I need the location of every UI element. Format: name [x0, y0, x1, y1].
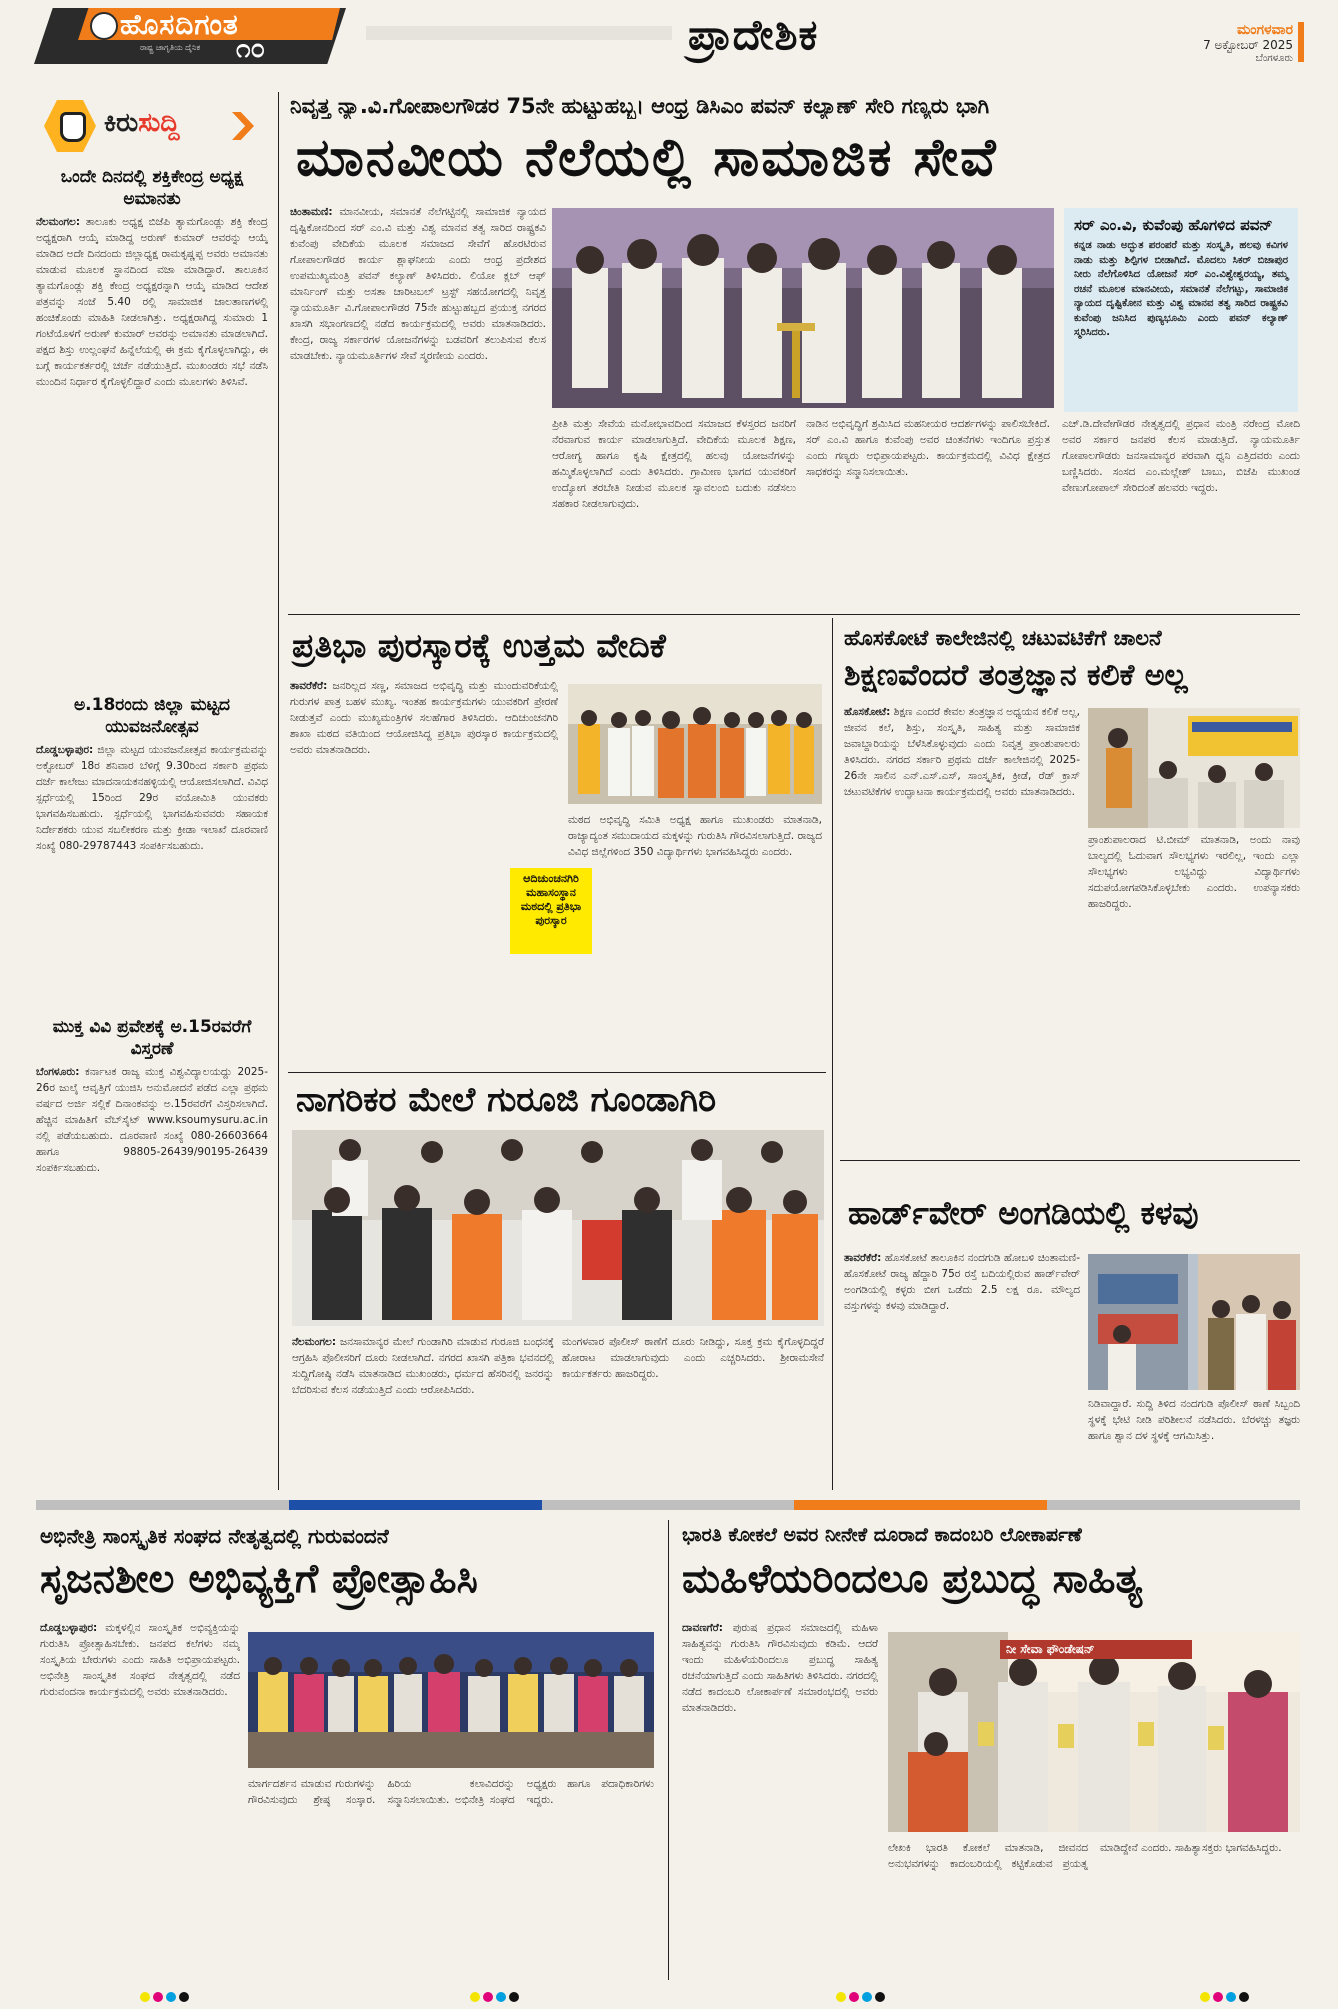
lead-box-body: ಕನ್ನಡ ನಾಡು ಅದ್ಭುತ ಪರಂಪರೆ ಮತ್ತು ಸಂಸ್ಕೃತಿ, ಹಲವು ಕವಿಗಳ ನಾಡು ಮತ್ತು ಶಿಲ್ಪಿಗಳ ಬೀಡಾಗಿದೆ. ಮೊದಲು ಸಿಕರ್ ಬಿಜಾಪುರ ನೀರು ನೆಲೆಗೊಳಿಸಿದ ಯೋಜನೆ ಸರ್ ಎಂ.ವಿಶ್ವೇಶ್ವರಯ್ಯ, ತಮ್ಮ ರಚನೆ ಮೂಲಕ ಮಾನವೀಯ, ಸಮಾನತೆ ನೆಲೆಗಟ್ಟು, ಸಾಮಾಜಿಕ ನ್ಯಾಯದ ದೃಷ್ಟಿಕೋನ ಮತ್ತು ವಿಶ್ವ ಮಾನವ ತತ್ವ ಸಾರಿದ ರಾಷ್ಟ್ರಕವಿ ಕುವೆಂಪು ಜನಿಸಿದ ಪುಣ್ಯಭೂಮಿ ಎಂದು ಪವನ್ ಕಲ್ಯಾಣ್ ಸ್ಮರಿಸಿದರು.	[1074, 240, 1288, 338]
story4-body-text: ಜನಸಾಮಾನ್ಯರ ಮೇಲೆ ಗುಂಡಾಗಿರಿ ಮಾಡುವ ಗುರೂಜಿ ಬಂಧನಕ್ಕೆ ಆಗ್ರಹಿಸಿ ಪೊಲೀಸರಿಗೆ ದೂರು ನೀಡಲಾಗಿದೆ. ನಗರದ ಖಾಸಗಿ ಪತ್ರಿಕಾ ಭವನದಲ್ಲಿ ಸುದ್ದಿಗೋಷ್ಠಿ ನಡೆಸಿ ಮಾತನಾಡಿದ ಮುಖಂಡರು, ಧರ್ಮದ ಹೆಸರಿನಲ್ಲಿ ಜನರನ್ನು ಬೆದರಿಸುವ ಕೆಲಸ ನಡೆಯುತ್ತಿದೆ ಎಂದು ಆರೋಪಿಸಿದರು.	[292, 1336, 554, 1396]
lead-bottom-rule	[288, 614, 1300, 615]
kirusuddi-badge	[36, 96, 256, 154]
section-underline-icon	[366, 26, 672, 40]
story3-dateline: ಹೊಸಕೋಟೆ:	[844, 706, 891, 718]
bottom-column-rule	[668, 1520, 669, 1980]
hand-finger-icon	[60, 112, 86, 142]
band-segment-3	[542, 1500, 795, 1510]
story6-body-text: ಮಕ್ಕಳಲ್ಲಿನ ಸಾಂಸ್ಕೃತಿಕ ಅಭಿವ್ಯಕ್ತಿಯನ್ನು ಗುರುತಿಸಿ ಪ್ರೋತ್ಸಾಹಿಸಬೇಕು. ಜನಪದ ಕಲೆಗಳು ನಮ್ಮ ಸಂಸ್ಕೃತಿಯ ಬೇರುಗಳು ಎಂದು ಸಾಹಿತಿ ಅಭಿಪ್ರಾಯಪಟ್ಟರು. ಅಭಿನೇತ್ರಿ ಸಾಂಸ್ಕೃತಿಕ ಸಂಘದ ನೇತೃತ್ವದಲ್ಲಿ ನಡೆದ ಗುರುವಂದನಾ ಕಾರ್ಯಕ್ರಮದಲ್ಲಿ ಅವರು ಮಾತನಾಡಿದರು.	[40, 1622, 240, 1698]
lead-dateline: ಚಿಂತಾಮಣಿ:	[290, 206, 333, 218]
band-segment-4	[794, 1500, 1047, 1510]
kirusuddi-label-b: ಸುದ್ದಿ	[138, 108, 180, 138]
story5-body-text: ಹೊಸಕೋಟೆ ತಾಲೂಕಿನ ನಂದಗುಡಿ ಹೋಬಳಿ ಚಿಂತಾಮಣಿ-ಹೊಸಕೋಟೆ ರಾಜ್ಯ ಹೆದ್ದಾರಿ 75ರ ರಸ್ತೆ ಬದಿಯಲ್ಲಿರುವ ಹಾರ್ಡ್‌ವೇರ್ ಅಂಗಡಿಯಲ್ಲಿ ಕಳ್ಳರು ಬೀಗ ಒಡೆದು 2.5 ಲಕ್ಷ ರೂ. ಮೌಲ್ಯದ ವಸ್ತುಗಳನ್ನು ಕಳವು ಮಾಡಿದ್ದಾರೆ.	[844, 1252, 1080, 1312]
story5-dateline: ತಾವರೆಕೆರೆ:	[844, 1252, 882, 1264]
story7-body-2: ಲೇಖಕಿ ಭಾರತಿ ಕೋಕಲೆ ಮಾತನಾಡಿ, ಜೀವನದ ಅನುಭವಗಳನ್ನು ಕಾದಂಬರಿಯಲ್ಲಿ ಕಟ್ಟಿಕೊಡುವ ಪ್ರಯತ್ನ ಮಾಡಿದ್ದೇನೆ ಎಂದರು. ಸಾಹಿತ್ಯಾಸಕ್ತರು ಭಾಗವಹಿಸಿದ್ದರು.	[888, 1842, 1282, 1870]
date-accent-bar	[1298, 22, 1304, 62]
story4-body-2: ಮಂಗಳವಾರ ಪೊಲೀಸ್ ಠಾಣೆಗೆ ದೂರು ನೀಡಿದ್ದು, ಸೂಕ್ತ ಕ್ರಮ ಕೈಗೊಳ್ಳದಿದ್ದರೆ ಹೋರಾಟ ಮಾಡಲಾಗುವುದು ಎಂದು ಎಚ್ಚರಿಸಿದರು. ಶ್ರೀರಾಮಸೇನೆ ಕಾರ್ಯಕರ್ತರು ಹಾಜರಿದ್ದರು.	[562, 1336, 824, 1380]
story6-body	[40, 1620, 240, 1976]
issue-day: ಮಂಗಳವಾರ	[1236, 22, 1293, 38]
kirusuddi-headline: ಅ.18ರಂದು ಜಿಲ್ಲಾ ಮಟ್ಟದ ಯುವಜನೋತ್ಸವ	[73, 695, 230, 737]
kirusuddi-label	[104, 108, 179, 139]
lead-col-3: ನಾಡಿನ ಅಭಿವೃದ್ಧಿಗೆ ಶ್ರಮಿಸಿದ ಮಹನೀಯರ ಆದರ್ಶಗಳನ್ನು ಪಾಲಿಸಬೇಕಿದೆ. ಸರ್ ಎಂ.ವಿ ಹಾಗೂ ಕುವೆಂಪು ಅವರ ಚಿಂತನೆಗಳು ಇಂದಿಗೂ ಪ್ರಸ್ತುತ ಎಂದು ಗಣ್ಯರು ಅಭಿಪ್ರಾಯಪಟ್ಟರು. ಕಾರ್ಯಕ್ರಮದಲ್ಲಿ ವಿವಿಧ ಕ್ಷೇತ್ರದ ಸಾಧಕರನ್ನು ಸನ್ಮಾನಿಸಲಾಯಿತು.	[806, 418, 1050, 478]
print-registration-dots-3	[836, 1992, 896, 2004]
kirusuddi-headline: ಮುಕ್ತ ವಿವಿ ಪ್ರವೇಶಕ್ಕೆ ಅ.15ರವರೆಗೆ ವಿಸ್ತರಣೆ	[52, 1017, 252, 1059]
story4-headline: ನಾಗರಿಕರ ಮೇಲೆ ಗುರೂಜಿ ಗೂಂಡಾಗಿರಿ	[296, 1080, 717, 1120]
kirusuddi-body-text: ಕರ್ನಾಟಕ ರಾಜ್ಯ ಮುಕ್ತ ವಿಶ್ವವಿದ್ಯಾಲಯದ್ದು 2025-26ರ ಜುಲೈ ಆವೃತ್ತಿಗೆ ಯುಜಿಸಿ ಅನುಮೋದನೆ ಪಡೆದ ಎಲ್ಲಾ ಪ್ರಥಮ ವರ್ಷದ ಅರ್ಜಿ ಸಲ್ಲಿಕೆ ದಿನಾಂಕವನ್ನು ಅ.15ರವರೆಗೆ ವಿಸ್ತರಿಸಲಾಗಿದೆ. ಹೆಚ್ಚಿನ ಮಾಹಿತಿಗೆ ವೆಬ್‌ಸೈಟ್ www.ksoumysuru.ac.in ನಲ್ಲಿ ಪಡೆಯಬಹುದು. ದೂರವಾಣಿ ಸಂಖ್ಯೆ 080-26603664 ಹಾಗೂ 98805-26439/90195-26439 ಸಂಪರ್ಕಿಸಬಹುದು.	[36, 1066, 268, 1174]
kirusuddi-body-text: ಜಿಲ್ಲಾ ಮಟ್ಟದ ಯುವಜನೋತ್ಸವ ಕಾರ್ಯಕ್ರಮವನ್ನು ಅಕ್ಟೋಬರ್ 18ರ ಶನಿವಾರ ಬೆಳಿಗ್ಗೆ 9.30ರಿಂದ ಸರ್ಕಾರಿ ಪ್ರಥಮ ದರ್ಜೆ ಕಾಲೇಜು ಮಾದನಾಯಕನಹಳ್ಳಿಯಲ್ಲಿ ಆಯೋಜಿಸಲಾಗಿದೆ. ವಿವಿಧ ಸ್ಪರ್ಧೆಯಲ್ಲಿ 15ರಿಂದ 29ರ ವಯೋಮಿತಿ ಯುವಕರು ಭಾಗವಹಿಸಬಹುದು. ಸ್ಪರ್ಧೆಯಲ್ಲಿ ಭಾಗವಹಿಸುವವರು ಸಹಾಯಕ ನಿರ್ದೇಶಕರು ಯುವ ಸಬಲೀಕರಣ ಮತ್ತು ಕ್ರೀಡಾ ಇಲಾಖೆ ದೂರವಾಣಿ ಸಂಖ್ಯೆ 080-29787443 ಸಂಪರ್ಕಿಸಬಹುದು.	[36, 744, 268, 852]
kirusuddi-body	[36, 742, 268, 1002]
story7-dateline: ದಾವಣಗೆರೆ:	[682, 1622, 723, 1634]
story4-photo	[292, 1130, 824, 1326]
story5-headline: ಹಾರ್ಡ್‌ವೇರ್ ಅಂಗಡಿಯಲ್ಲಿ ಕಳವು	[848, 1194, 1199, 1232]
lead-col-1	[290, 204, 546, 604]
kirusuddi-label-a: ಕಿರು	[104, 108, 139, 138]
logo-tagline: ರಾಷ್ಟ್ರ ಜಾಗೃತಿಯ ದೈನಿಕ	[140, 43, 201, 52]
kirusuddi-dateline: ಬೆಂಗಳೂರು:	[36, 1066, 80, 1078]
story2-body-2: ಮಠದ ಅಭಿವೃದ್ಧಿ ಸಮಿತಿ ಅಧ್ಯಕ್ಷ ಹಾಗೂ ಮುಖಂಡರು ಮಾತನಾಡಿ, ರಾಜ್ಯಾದ್ಯಂತ ಸಮುದಾಯದ ಮಕ್ಕಳನ್ನು ಗುರುತಿಸಿ ಗೌರವಿಸಲಾಗುತ್ತಿದೆ. ರಾಜ್ಯದ ವಿವಿಧ ಜಿಲ್ಲೆಗಳಿಂದ 350 ವಿದ್ಯಾರ್ಥಿಗಳು ಭಾಗವಹಿಸಿದ್ದರು ಎಂದರು.	[568, 814, 822, 858]
story2-box: ಆದಿಚುಂಚನಗಿರಿ ಮಹಾಸಂಸ್ಥಾನ ಮಠದಲ್ಲಿ ಪ್ರತಿಭಾ ಪುರಸ್ಕಾರ	[510, 868, 592, 954]
story3-photo	[1088, 708, 1300, 828]
issue-date: 7 ಅಕ್ಟೋಬರ್ 2025	[1203, 38, 1293, 52]
kirusuddi-item-1	[36, 166, 268, 722]
story6-photo	[248, 1632, 654, 1768]
story6-headline: ಸೃಜನಶೀಲ ಅಭಿವ್ಯಕ್ತಿಗೆ ಪ್ರೋತ್ಸಾಹಿಸಿ	[40, 1556, 478, 1602]
story3-body-2: ಪ್ರಾಂಶುಪಾಲರಾದ ಟಿ.ಬೀಮ್ ಮಾತನಾಡಿ, ಅಂದು ನಾವು ಬಾಲ್ಯದಲ್ಲಿ ಓದುವಾಗ ಸೌಲಭ್ಯಗಳು ಇರಲಿಲ್ಲ, ಇಂದು ಎಲ್ಲಾ ಸೌಲಭ್ಯಗಳು ಲಭ್ಯವಿದ್ದು ವಿದ್ಯಾರ್ಥಿಗಳು ಸದುಪಯೋಗಪಡಿಸಿಕೊಳ್ಳಬೇಕು ಎಂದರು. ಉಪನ್ಯಾಸಕರು ಹಾಜರಿದ್ದರು.	[1088, 834, 1300, 910]
band-segment-2	[289, 1500, 542, 1510]
kirusuddi-item-3	[36, 1016, 268, 1484]
print-registration-dots-2	[470, 1992, 530, 2004]
kirusuddi-dateline: ದೊಡ್ಡಬಳ್ಳಾಪುರ:	[36, 744, 94, 756]
issue-city: ಬೆಂಗಳೂರು	[1255, 53, 1293, 64]
logo-emblem-icon	[90, 12, 118, 40]
kirusuddi-headline: ಒಂದೇ ದಿನದಲ್ಲಿ ಶಕ್ತಿಕೇಂದ್ರ ಅಧ್ಯಕ್ಷ ಅಮಾನತು	[60, 167, 244, 209]
date-block	[1143, 22, 1293, 64]
story2-dateline: ತಾವರೆಕೆರೆ:	[290, 680, 328, 692]
print-registration-dots-1	[140, 1992, 200, 2004]
story6-dateline: ದೊಡ್ಡಬಳ್ಳಾಪುರ:	[40, 1622, 98, 1634]
story7-banner-text: ನೀ ಸೇವಾ ಫೌಂಡೇಷನ್	[1000, 1640, 1192, 1659]
story5-photo	[1088, 1254, 1300, 1390]
kirusuddi-dateline: ನೆಲಮಂಗಲ:	[36, 216, 81, 228]
story2-body-text: ಜನರಿಲ್ಲದ ಸಣ್ಣ, ಸಮಾಜದ ಅಭಿವೃದ್ಧಿ ಮತ್ತು ಮುಂದುವರಿಕೆಯಲ್ಲಿ ಗುರುಗಳ ಪಾತ್ರ ಬಹಳ ಮುಖ್ಯ. ಇಂತಹ ಕಾರ್ಯಕ್ರಮಗಳು ಯುವಕರಿಗೆ ಪ್ರೇರಣೆ ನೀಡುತ್ತವೆ ಎಂದು ಮುಖ್ಯಮಂತ್ರಿಗಳ ಸಲಹೆಗಾರ ತಿಳಿಸಿದರು. ಆದಿಚುಂಚನಗಿರಿ ಶಾಖಾ ಮಠದ ವತಿಯಿಂದ ಆಯೋಜಿಸಿದ್ದ ಪ್ರತಿಭಾ ಪುರಸ್ಕಾರ ಕಾರ್ಯಕ್ರಮದಲ್ಲಿ ಅವರು ಮಾತನಾಡಿದರು.	[290, 680, 558, 756]
story3-headline-1: ಹೊಸಕೋಟೆ ಕಾಲೇಜಿನಲ್ಲಿ ಚಟುವಟಿಕೆಗೆ ಚಾಲನೆ	[844, 626, 1162, 650]
mid-column-rule	[832, 618, 833, 1490]
section-divider-band	[36, 1500, 1300, 1510]
band-segment-5	[1047, 1500, 1300, 1510]
story5-body	[844, 1250, 1080, 1486]
masthead	[0, 0, 1338, 64]
story6-body-2: ಮಾರ್ಗದರ್ಶನ ಮಾಡುವ ಗುರುಗಳನ್ನು ಗೌರವಿಸುವುದು ಶ್ರೇಷ್ಠ ಸಂಸ್ಕಾರ. ಹಿರಿಯ ಕಲಾವಿದರನ್ನು ಸನ್ಮಾನಿಸಲಾಯಿತು. ಅಭಿನೇತ್ರಿ ಸಂಘದ ಅಧ್ಯಕ್ಷರು ಹಾಗೂ ಪದಾಧಿಕಾರಿಗಳು ಇದ್ದರು.	[248, 1778, 654, 1806]
kirusuddi-body	[36, 214, 268, 722]
story4-top-rule	[288, 1072, 826, 1073]
story7-photo	[888, 1632, 1300, 1832]
logo-title: ಹೊಸದಿಗಂತ	[120, 8, 239, 41]
story7-kicker: ಭಾರತಿ ಕೋಕಲೆ ಅವರ ನೀನೇಕೆ ದೂರಾದೆ ಕಾದಂಬರಿ ಲೋಕಾರ್ಪಣೆ	[682, 1524, 1082, 1546]
page-number: ೧೦	[236, 34, 266, 64]
print-registration-dots-4	[1200, 1992, 1260, 2004]
story4-dateline: ನೆಲಮಂಗಲ:	[292, 1336, 337, 1348]
story3-bottom-rule	[840, 1160, 1300, 1161]
lead-photo	[552, 208, 1054, 408]
lead-col-1-text: ಮಾನವೀಯ, ಸಮಾನತೆ ನೆಲೆಗಟ್ಟಿನಲ್ಲಿ ಸಾಮಾಜಿಕ ನ್ಯಾಯದ ದೃಷ್ಟಿಕೋನದಿಂದ ಸರ್ ಎಂ.ವಿ ಮತ್ತು ವಿಶ್ವ ಮಾನವ ತತ್ವ ಸಾರಿದ ರಾಷ್ಟ್ರಕವಿ ಕುವೆಂಪು ವೇದಿಕೆಯ ಮೂಲಕ ಸಮಾಜದ ಸೇವೆಗೆ ಹೊರಟಿರುವ ಗೋಪಾಲಗೌಡರ ಕಾರ್ಯ ಶ್ಲಾಘನೀಯ ಎಂದು ಆಂಧ್ರ ಪ್ರದೇಶದ ಉಪಮುಖ್ಯಮಂತ್ರಿ ಪವನ್ ಕಲ್ಯಾಣ್ ತಿಳಿಸಿದರು. ಲಿಯೋ ಕ್ಲಬ್ ಆಫ್ ಮಾರ್ನಿಂಗ್ ಮತ್ತು ಅಸತಾ ಚಾರಿಟಬಲ್ ಟ್ರಸ್ಟ್ ಸಹಯೋಗದಲ್ಲಿ ನಿವೃತ್ತ ನ್ಯಾಯಮೂರ್ತಿ ವಿ.ಗೋಪಾಲಗೌಡರ 75ನೇ ಹುಟ್ಟುಹಬ್ಬದ ಪ್ರಯುಕ್ತ ನಗರದ ಖಾಸಗಿ ಸಭಾಂಗಣದಲ್ಲಿ ನಡೆದ ಕಾರ್ಯಕ್ರಮದಲ್ಲಿ ಅವರು ಮಾತನಾಡಿದರು. ಕೇಂದ್ರ, ರಾಜ್ಯ ಸರ್ಕಾರಗಳ ಯೋಜನೆಗಳನ್ನು ಬಡವರಿಗೆ ತಲುಪಿಸುವ ಕೆಲಸ ಮಾಡಬೇಕು. ನ್ಯಾಯಮೂರ್ತಿಗಳ ಸೇವೆ ಸ್ಮರಣೀಯ ಎಂದರು.	[290, 206, 546, 362]
lead-col-4: ಎಚ್.ಡಿ.ದೇವೇಗೌಡರ ನೇತೃತ್ವದಲ್ಲಿ ಪ್ರಧಾನ ಮಂತ್ರಿ ನರೇಂದ್ರ ಮೋದಿ ಅವರ ಸರ್ಕಾರ ಜನಪರ ಕೆಲಸ ಮಾಡುತ್ತಿದೆ. ನ್ಯಾಯಮೂರ್ತಿ ಗೋಪಾಲಗೌಡರು ಜನಸಾಮಾನ್ಯರ ಪರವಾಗಿ ಧ್ವನಿ ಎತ್ತಿದವರು ಎಂದು ಬಣ್ಣಿಸಿದರು. ಸಂಸದ ಎಂ.ಮಲ್ಲೇಶ್ ಬಾಬು, ಬಿಜೆಪಿ ಮುಖಂಡ ವೇಣುಗೋಪಾಲ್ ಸೇರಿದಂತೆ ಹಲವರು ಇದ್ದರು.	[1062, 418, 1300, 494]
story6-kicker: ಅಭಿನೇತ್ರಿ ಸಾಂಸ್ಕೃತಿಕ ಸಂಘದ ನೇತೃತ್ವದಲ್ಲಿ ಗುರುವಂದನೆ	[40, 1524, 389, 1548]
story2-headline: ಪ್ರತಿಭಾ ಪುರಸ್ಕಾರಕ್ಕೆ ಉತ್ತಮ ವೇದಿಕೆ	[292, 626, 666, 665]
story2-photo	[568, 684, 822, 804]
kirusuddi-item-2	[36, 694, 268, 1002]
story5-body-2: ನಿಡಿವಾದ್ದಾರೆ. ಸುದ್ದಿ ತಿಳಿದ ನಂದಗುಡಿ ಪೊಲೀಸ್ ಠಾಣೆ ಸಿಬ್ಬಂದಿ ಸ್ಥಳಕ್ಕೆ ಭೇಟಿ ನೀಡಿ ಪರಿಶೀಲನೆ ನಡೆಸಿದರು. ಬೆರಳಚ್ಚು ತಜ್ಞರು ಹಾಗೂ ಶ್ವಾನ ದಳ ಸ್ಥಳಕ್ಕೆ ಆಗಮಿಸಿತ್ತು.	[1088, 1398, 1300, 1442]
kirusuddi-body	[36, 1064, 268, 1484]
lead-box	[1064, 208, 1298, 412]
lead-col-2: ಪ್ರೀತಿ ಮತ್ತು ಸೇವೆಯ ಮನೋಭಾವದಿಂದ ಸಮಾಜದ ಕೆಳಸ್ತರದ ಜನರಿಗೆ ನೆರವಾಗುವ ಕಾರ್ಯ ಮಾಡಲಾಗುತ್ತಿದೆ. ವೇದಿಕೆಯ ಮೂಲಕ ಶಿಕ್ಷಣ, ಆರೋಗ್ಯ ಹಾಗೂ ಕೃಷಿ ಕ್ಷೇತ್ರದಲ್ಲಿ ಹಲವು ಯೋಜನೆಗಳನ್ನು ಹಮ್ಮಿಕೊಳ್ಳಲಾಗಿದೆ ಎಂದು ತಿಳಿಸಿದರು. ಗ್ರಾಮೀಣ ಭಾಗದ ಯುವಕರಿಗೆ ಉದ್ಯೋಗ ತರಬೇತಿ ನೀಡುವ ಮೂಲಕ ಸ್ವಾವಲಂಬಿ ಬದುಕು ನಡೆಸಲು ಸಹಕಾರ ನೀಡಲಾಗುವುದು.	[552, 418, 796, 510]
story4-body	[292, 1334, 554, 1484]
story3-body	[844, 704, 1080, 1150]
lead-headline: ಮಾನವೀಯ ನೆಲೆಯಲ್ಲಿ ಸಾಮಾಜಿಕ ಸೇವೆ	[296, 128, 998, 188]
story3-headline-2: ಶಿಕ್ಷಣವೆಂದರೆ ತಂತ್ರಜ್ಞಾನ ಕಲಿಕೆ ಅಲ್ಲ	[844, 658, 1188, 693]
kirusuddi-chevrons-icon	[232, 112, 254, 140]
story7-headline: ಮಹಿಳೆಯರಿಂದಲೂ ಪ್ರಬುದ್ಧ ಸಾಹಿತ್ಯ	[682, 1556, 1143, 1602]
kirusuddi-body-text: ತಾಲೂಕು ಅಧ್ಯಕ್ಷ ಬಿಜೆಪಿ ತ್ಯಾಮಗೊಂಡ್ಲು ಶಕ್ತಿ ಕೇಂದ್ರ ಅಧ್ಯಕ್ಷರಾಗಿ ಆಯ್ಕೆ ಮಾಡಿದ್ದ ಅರುಣ್ ಕುಮಾರ್ ಆವರನ್ನು ಆಯ್ಕೆ ಮಾಡಿದ ಅದೇ ದಿನದಂದು ಜಿಲ್ಲಾಧ್ಯಕ್ಷ ರಾಮಕೃಷ್ಣಪ್ಪ ಅವರು ಅಮಾನತು ಮಾಡುವ ಮೂಲಕ ಸ್ಥಾನದಿಂದ ವಜಾ ಮಾಡಿದ್ದಾರೆ. ತಾಲೂಕಿನ ತ್ಯಾಮಗೊಂಡ್ಲು ಶಕ್ತಿ ಕೇಂದ್ರ ಅಧ್ಯಕ್ಷರನ್ನಾಗಿ ಆಯ್ಕೆ ಮಾಡಿದ ಆದೇಶ ಪತ್ರವನ್ನು ಸಂಜೆ 5.40 ರಲ್ಲಿ ಸಾಮಾಜಿಕ ಜಾಲತಾಣಗಳಲ್ಲಿ ಹಂಚಿಕೊಂಡು ಮಾಹಿತಿ ನೀಡಲಾಗಿತ್ತು. ಅಧ್ಯಕ್ಷರಾಗಿದ್ದ ಸುಮಾರು 1 ಗಂಟೆಯೊಳಗೆ ಅರುಣ್ ಕುಮಾರ್ ಅವರನ್ನು ಅಮಾನತು ಮಾಡಲಾಗಿದೆ. ಪಕ್ಷದ ಶಿಸ್ತು ಉಲ್ಲಂಘನೆ ಹಿನ್ನೆಲೆಯಲ್ಲಿ ಈ ಕ್ರಮ ಕೈಗೊಳ್ಳಲಾಗಿದ್ದು, ಈ ಬಗ್ಗೆ ಕಾರ್ಯಕರ್ತರಲ್ಲಿ ಚರ್ಚೆ ನಡೆಯುತ್ತಿದೆ. ಮುಖಂಡರು ಸಭೆ ನಡೆಸಿ ಮುಂದಿನ ನಿರ್ಧಾರ ಕೈಗೊಳ್ಳಲಿದ್ದಾರೆ ಎಂದು ಮೂಲಗಳು ತಿಳಿಸಿವೆ.	[36, 216, 268, 388]
lead-kicker: ನಿವೃತ್ತ ನ್ಯಾ.ವಿ.ಗೋಪಾಲಗೌಡರ 75ನೇ ಹುಟ್ಟುಹಬ್ಬ। ಆಂಧ್ರ ಡಿಸಿಎಂ ಪವನ್ ಕಲ್ಯಾಣ್ ಸೇರಿ ಗಣ್ಯರು ಭಾಗಿ	[290, 94, 990, 118]
lead-box-title: ಸರ್ ಎಂ.ವಿ, ಕುವೆಂಪು ಹೊಗಳಿದ ಪವನ್	[1074, 216, 1273, 234]
story3-body-text: ಶಿಕ್ಷಣ ಎಂದರೆ ಕೇವಲ ತಂತ್ರಜ್ಞಾನ ಅಧ್ಯಯನ ಕಲಿಕೆ ಅಲ್ಲ, ಜೀವನ ಕಲೆ, ಶಿಸ್ತು, ಸಂಸ್ಕೃತಿ, ಸಾಹಿತ್ಯ ಮತ್ತು ಸಾಮಾಜಿಕ ಜವಾಬ್ದಾರಿಯನ್ನು ಬೆಳೆಸಿಕೊಳ್ಳುವುದು ಎಂದು ನಿವೃತ್ತ ಪ್ರಾಂಶುಪಾಲರು ತಿಳಿಸಿದರು. ನಗರದ ಸರ್ಕಾರಿ ಪ್ರಥಮ ದರ್ಜೆ ಕಾಲೇಜಿನಲ್ಲಿ 2025-26ನೇ ಸಾಲಿನ ಎನ್.ಎಸ್.ಎಸ್, ಸಾಂಸ್ಕೃತಿಕ, ಕ್ರೀಡೆ, ರೆಡ್ ಕ್ರಾಸ್ ಚಟುವಟಿಕೆಗಳ ಉದ್ಘಾಟನಾ ಕಾರ್ಯಕ್ರಮದಲ್ಲಿ ಅವರು ಮಾತನಾಡಿದರು.	[844, 706, 1080, 798]
story7-body	[682, 1620, 878, 1976]
story7-body-text: ಪುರುಷ ಪ್ರಧಾನ ಸಮಾಜದಲ್ಲಿ ಮಹಿಳಾ ಸಾಹಿತ್ಯವನ್ನು ಗುರುತಿಸಿ ಗೌರವಿಸುವುದು ಕಡಿಮೆ. ಆದರೆ ಇಂದು ಮಹಿಳೆಯರಿಂದಲೂ ಪ್ರಬುದ್ಧ ಸಾಹಿತ್ಯ ರಚನೆಯಾಗುತ್ತಿದೆ ಎಂದು ಸಾಹಿತಿಗಳು ತಿಳಿಸಿದರು. ನಗರದಲ್ಲಿ ನಡೆದ ಕಾದಂಬರಿ ಲೋಕಾರ್ಪಣೆ ಸಮಾರಂಭದಲ್ಲಿ ಅವರು ಮಾತನಾಡಿದರು.	[682, 1622, 878, 1714]
section-title: ಪ್ರಾದೇಶಿಕ	[688, 10, 819, 59]
band-segment-1	[36, 1500, 289, 1510]
left-column-rule	[278, 92, 279, 1490]
